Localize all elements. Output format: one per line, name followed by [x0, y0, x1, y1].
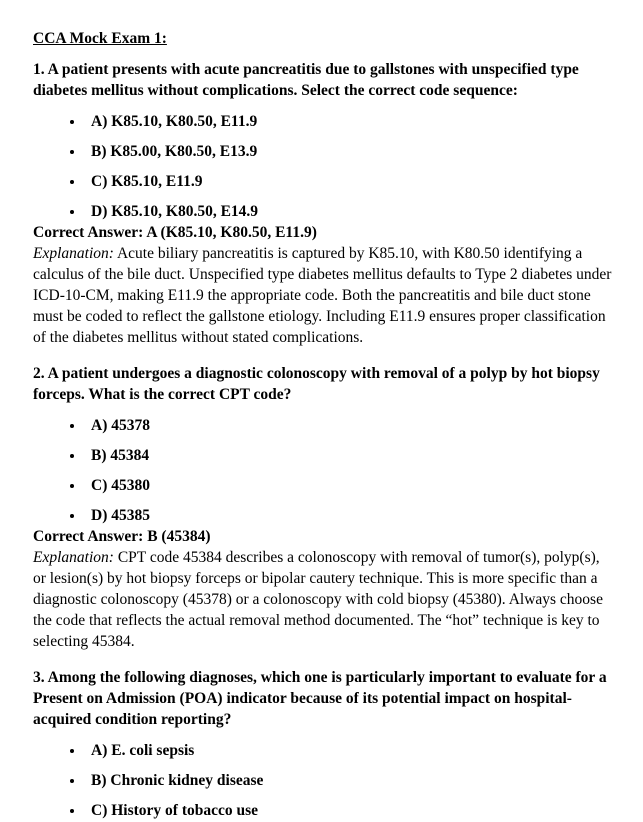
answer-option: • D) K85.10, K80.50, E14.9	[85, 201, 613, 222]
question-2-options	[33, 415, 613, 526]
correct-answer-line: Correct Answer: B (45384)	[33, 528, 211, 545]
answer-option: • B) K85.00, K80.50, E13.9	[85, 141, 613, 162]
explanation-text: CPT code 45384 describes a colonoscopy with removal of tumor(s), polyp(s), or lesion(s) by hot biopsy forceps or bipolar cautery technique. This is more specific than a diagnostic colonoscopy (45378) or a colonoscopy with cold biopsy (45380). Always choose the code that reflects the actual removal method documented. The “hot” technique is key to selecting 45384.	[33, 549, 603, 650]
explanation-label: Explanation:	[33, 549, 114, 566]
answer-option: • C) History of tobacco use	[85, 800, 613, 821]
answer-option: • A) E. coli sepsis	[85, 740, 613, 761]
question-1-options	[33, 111, 613, 222]
answer-option: • A) 45378	[85, 415, 613, 436]
explanation-label: Explanation:	[33, 245, 114, 262]
correct-answer-line: Correct Answer: A (K85.10, K80.50, E11.9)	[33, 224, 317, 241]
answer-option: • C) K85.10, E11.9	[85, 171, 613, 192]
question-1-text: 1. A patient presents with acute pancreatitis due to gallstones with unspecified type diabetes mellitus without complications. Select the correct code sequence:	[33, 61, 579, 99]
question-3-options	[33, 740, 613, 821]
question-block-1	[33, 59, 613, 348]
question-block-2	[33, 363, 613, 652]
answer-option: • B) Chronic kidney disease	[85, 770, 613, 791]
document-title: CCA Mock Exam 1:	[33, 30, 167, 47]
explanation-text: Acute biliary pancreatitis is captured by K85.10, with K80.50 identifying a calculus of the bile duct. Unspecified type diabetes mellitus defaults to Type 2 diabetes under ICD-10-CM, making E11.9 the appropriate code. Both the pancreatitis and bile duct stone must be coded to reflect the gallstone etiology. Including E11.9 ensures proper classification of the diabetes mellitus without stated complications.	[33, 245, 612, 346]
answer-option: • D) 45385	[85, 505, 613, 526]
question-block-3	[33, 667, 613, 821]
answer-option: • B) 45384	[85, 445, 613, 466]
question-2-text: 2. A patient undergoes a diagnostic colonoscopy with removal of a polyp by hot biopsy forceps. What is the correct CPT code?	[33, 365, 600, 403]
question-1-answer-block	[33, 222, 613, 348]
question-3-text: 3. Among the following diagnoses, which one is particularly important to evaluate for a Present on Admission (POA) indicator because of its potential impact on hospital-acquired condition reporting?	[33, 669, 607, 728]
answer-option: • C) 45380	[85, 475, 613, 496]
question-2-answer-block	[33, 526, 613, 652]
answer-option: • A) K85.10, K80.50, E11.9	[85, 111, 613, 132]
